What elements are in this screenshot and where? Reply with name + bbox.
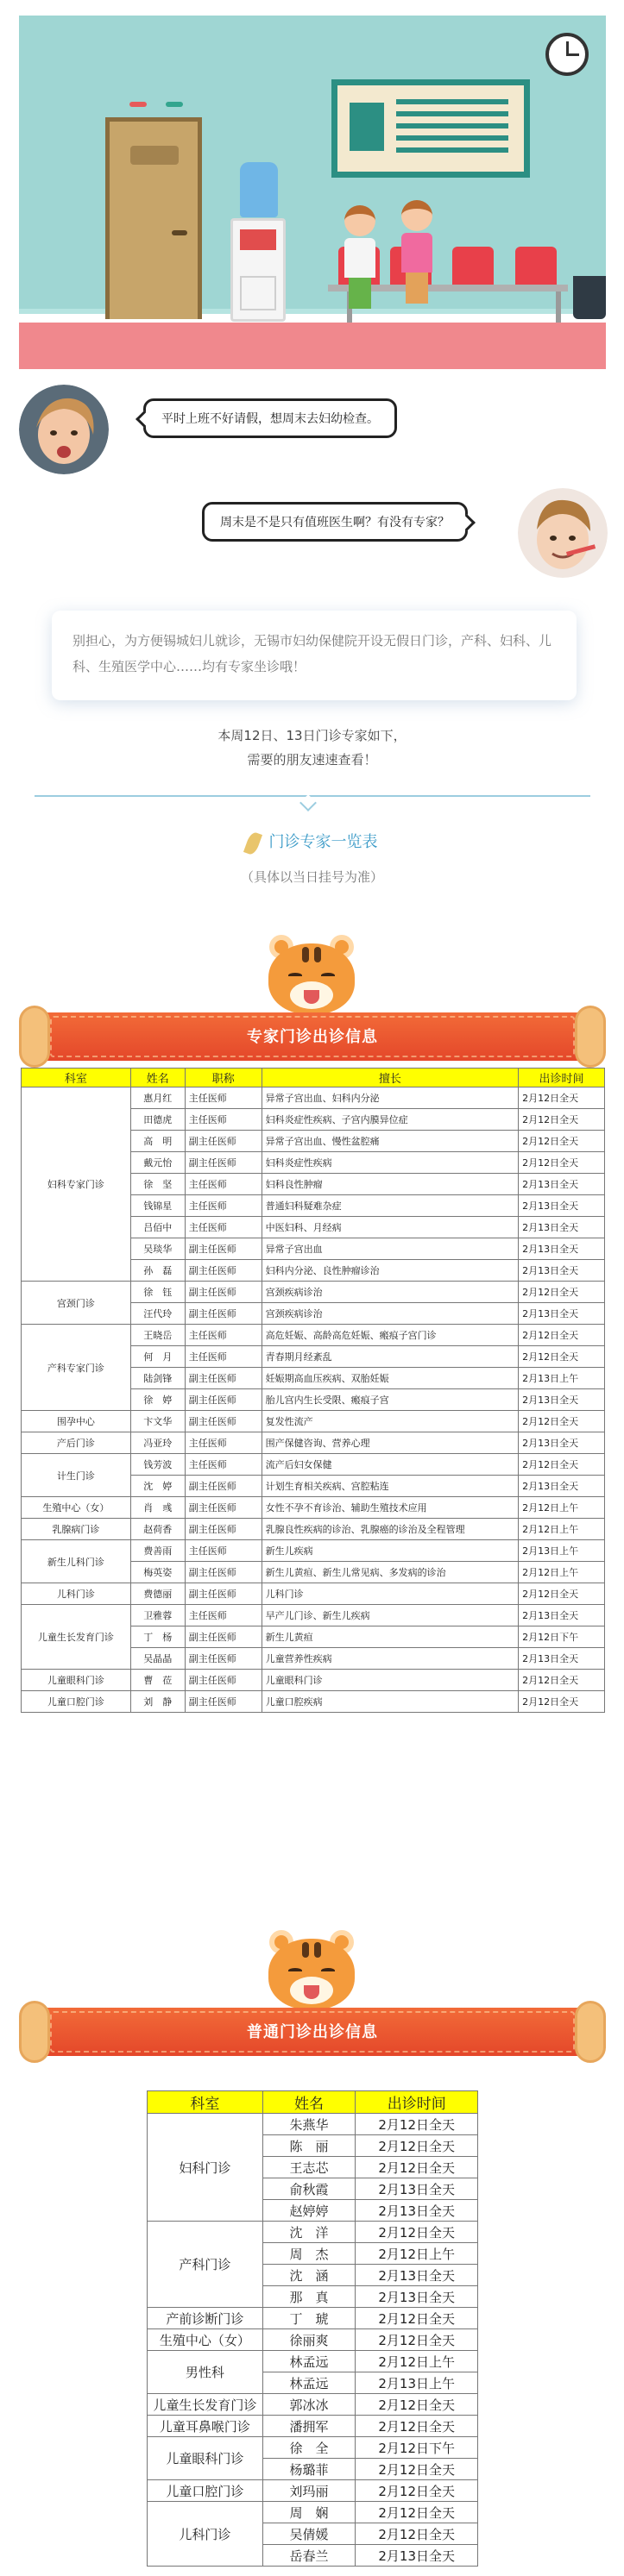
- time-cell: 2月12日全天: [356, 2394, 478, 2416]
- department-cell: 儿童眼科门诊: [148, 2437, 263, 2480]
- specialty-cell: 复发性流产: [262, 1411, 518, 1432]
- specialty-cell: 胎儿宫内生长受限、瘢痕子宫: [262, 1389, 518, 1411]
- column-header: 擅长: [262, 1069, 518, 1087]
- red-indicator-light: [129, 102, 147, 107]
- floor: [19, 323, 606, 369]
- table-row: [22, 1540, 605, 1562]
- department-cell: 乳腺病门诊: [22, 1519, 131, 1540]
- department-cell: 儿童口腔门诊: [148, 2480, 263, 2502]
- reply-text: 别担心，为方便锡城妇儿就诊，无锡市妇幼保健院开设无假日门诊，产科、妇科、儿科、生殖医学中心……均有专家坐诊哦！: [72, 633, 552, 674]
- specialty-cell: 高危妊娠、高龄高危妊娠、瘢痕子宫门诊: [262, 1325, 518, 1346]
- time-cell: 2月13日全天: [519, 1260, 605, 1282]
- time-cell: 2月12日全天: [519, 1670, 605, 1691]
- time-cell: 2月12日下午: [519, 1626, 605, 1648]
- title-cell: 主任医师: [185, 1325, 262, 1346]
- time-cell: 2月12日全天: [356, 2135, 478, 2157]
- table-row: [22, 1432, 605, 1454]
- department-cell: 生殖中心（女）: [22, 1497, 131, 1519]
- table-row: [22, 1411, 605, 1432]
- time-cell: 2月12日全天: [519, 1109, 605, 1131]
- title-cell: 副主任医师: [185, 1648, 262, 1670]
- department-cell: 男性科: [148, 2351, 263, 2394]
- wall-clock-icon: [545, 33, 589, 76]
- doctor-name-cell: 徐 坚: [130, 1174, 185, 1195]
- time-cell: 2月12日全天: [519, 1583, 605, 1605]
- time-cell: 2月12日上午: [356, 2351, 478, 2372]
- doctor-name-cell: 周 杰: [262, 2243, 356, 2265]
- title-cell: 副主任医师: [185, 1131, 262, 1152]
- title-cell: 副主任医师: [185, 1691, 262, 1713]
- time-cell: 2月12日上午: [519, 1562, 605, 1583]
- specialty-cell: 妇科良性肿瘤: [262, 1174, 518, 1195]
- table-row: [22, 1519, 605, 1540]
- table-row: [148, 2394, 478, 2416]
- department-cell: 儿科门诊: [148, 2502, 263, 2567]
- doctor-name-cell: 赵荷香: [130, 1519, 185, 1540]
- department-cell: 儿童口腔门诊: [22, 1691, 131, 1713]
- doctor-name-cell: 丁 杨: [130, 1626, 185, 1648]
- doctor-name-cell: 徐 全: [262, 2437, 356, 2459]
- table-row: [148, 2480, 478, 2502]
- department-cell: 产科门诊: [148, 2222, 263, 2308]
- doctor-name-cell: 赵婷婷: [262, 2200, 356, 2222]
- table-row: [22, 1670, 605, 1691]
- department-cell: 儿童眼科门诊: [22, 1670, 131, 1691]
- time-cell: 2月13日全天: [356, 2265, 478, 2286]
- time-cell: 2月12日全天: [519, 1282, 605, 1303]
- specialty-cell: 早产儿门诊、新生儿疾病: [262, 1605, 518, 1626]
- tiger-mascot-icon: [264, 1928, 359, 2011]
- department-cell: 妇科专家门诊: [22, 1087, 131, 1282]
- title-cell: 副主任医师: [185, 1152, 262, 1174]
- title-cell: 副主任医师: [185, 1670, 262, 1691]
- title-cell: 副主任医师: [185, 1519, 262, 1540]
- specialty-cell: 普通妇科疑难杂症: [262, 1195, 518, 1217]
- time-cell: 2月13日全天: [519, 1389, 605, 1411]
- time-cell: 2月12日上午: [356, 2243, 478, 2265]
- time-cell: 2月13日全天: [519, 1476, 605, 1497]
- doctor-name-cell: 汪代玲: [130, 1303, 185, 1325]
- time-cell: 2月12日全天: [356, 2523, 478, 2545]
- column-header: 姓名: [130, 1069, 185, 1087]
- bubble-tail: [136, 411, 153, 428]
- time-cell: 2月12日全天: [356, 2459, 478, 2480]
- title-cell: 主任医师: [185, 1454, 262, 1476]
- time-cell: 2月12日全天: [356, 2114, 478, 2135]
- department-cell: 计生门诊: [22, 1454, 131, 1497]
- doctor-name-cell: 吴琰华: [130, 1238, 185, 1260]
- trash-bin: [573, 276, 606, 319]
- girl-character: [340, 205, 380, 309]
- department-cell: 产前诊断门诊: [148, 2308, 263, 2329]
- time-cell: 2月13日全天: [519, 1217, 605, 1238]
- table-row: [22, 1605, 605, 1626]
- reply-card: [52, 611, 577, 700]
- table-row: [22, 1325, 605, 1346]
- title-cell: 副主任医师: [185, 1303, 262, 1325]
- doctor-name-cell: 吴晶晶: [130, 1648, 185, 1670]
- doctor-name-cell: 钱锦星: [130, 1195, 185, 1217]
- title-cell: 副主任医师: [185, 1389, 262, 1411]
- title-cell: 主任医师: [185, 1195, 262, 1217]
- time-cell: 2月13日上午: [519, 1368, 605, 1389]
- title-cell: 主任医师: [185, 1432, 262, 1454]
- doctor-name-cell: 卞文华: [130, 1411, 185, 1432]
- time-cell: 2月12日下午: [356, 2437, 478, 2459]
- boy-character: [397, 200, 437, 304]
- list-title: 门诊专家一览表: [268, 833, 378, 851]
- expert-schedule-table: [21, 1068, 605, 1713]
- doctor-name-cell: 梅英姿: [130, 1562, 185, 1583]
- doctor-name-cell: 肖 彧: [130, 1497, 185, 1519]
- time-cell: 2月12日全天: [519, 1411, 605, 1432]
- title-cell: 副主任医师: [185, 1368, 262, 1389]
- title-cell: 主任医师: [185, 1217, 262, 1238]
- title-cell: 副主任医师: [185, 1583, 262, 1605]
- specialty-cell: 乳腺良性疾病的诊治、乳腺癌的诊治及全程管理: [262, 1519, 518, 1540]
- table-row: [22, 1454, 605, 1476]
- doctor-name-cell: 曹 莅: [130, 1670, 185, 1691]
- table-row: [148, 2222, 478, 2243]
- title-cell: 副主任医师: [185, 1411, 262, 1432]
- bubble-tail: [458, 514, 476, 531]
- title-cell: 副主任医师: [185, 1626, 262, 1648]
- time-cell: 2月12日全天: [356, 2416, 478, 2437]
- specialty-cell: 儿童营养性疾病: [262, 1648, 518, 1670]
- table-row: [148, 2351, 478, 2372]
- time-cell: 2月12日全天: [519, 1087, 605, 1109]
- table-row: [148, 2329, 478, 2351]
- doctor-name-cell: 周 娴: [262, 2502, 356, 2523]
- doctor-name-cell: 俞秋霞: [262, 2178, 356, 2200]
- doctor-name-cell: 陆剑锋: [130, 1368, 185, 1389]
- title-cell: 主任医师: [185, 1087, 262, 1109]
- department-cell: 产科专家门诊: [22, 1325, 131, 1411]
- department-cell: 生殖中心（女）: [148, 2329, 263, 2351]
- general-schedule-table: [147, 2090, 478, 2567]
- specialty-cell: 异常子宫出血、妇科内分泌: [262, 1087, 518, 1109]
- department-cell: 妇科门诊: [148, 2114, 263, 2222]
- list-subtitle: （具体以当日挂号为准）: [240, 869, 383, 885]
- intro-line-2: 需要的朋友速速查看！: [247, 752, 377, 768]
- table-row: [22, 1087, 605, 1109]
- expert-section-title: 专家门诊出诊信息: [247, 1028, 378, 1046]
- waiting-chair: [452, 247, 494, 286]
- water-bottle: [240, 162, 278, 217]
- doctor-name-cell: 吕佰中: [130, 1217, 185, 1238]
- doctor-name-cell: 朱燕华: [262, 2114, 356, 2135]
- water-cooler: [230, 218, 286, 322]
- title-cell: 副主任医师: [185, 1260, 262, 1282]
- doctor-name-cell: 郭冰冰: [262, 2394, 356, 2416]
- table-row: [22, 1583, 605, 1605]
- department-cell: 围孕中心: [22, 1411, 131, 1432]
- time-cell: 2月13日上午: [519, 1540, 605, 1562]
- doctor-name-cell: 徐丽爽: [262, 2329, 356, 2351]
- doctor-name-cell: 高 明: [130, 1131, 185, 1152]
- doctor-name-cell: 刘玛丽: [262, 2480, 356, 2502]
- column-header: 科室: [22, 1069, 131, 1087]
- list-header: [0, 830, 624, 855]
- title-cell: 副主任医师: [185, 1476, 262, 1497]
- column-header: 出诊时间: [519, 1069, 605, 1087]
- time-cell: 2月12日全天: [356, 2222, 478, 2243]
- table-row: [148, 2502, 478, 2523]
- doctor-name-cell: 冯亚玲: [130, 1432, 185, 1454]
- time-cell: 2月12日全天: [519, 1152, 605, 1174]
- doctor-name-cell: 费善雨: [130, 1540, 185, 1562]
- time-cell: 2月13日全天: [356, 2286, 478, 2308]
- time-cell: 2月12日上午: [519, 1519, 605, 1540]
- specialty-cell: 计划生育相关疾病、宫腔粘连: [262, 1476, 518, 1497]
- intro-line-1: 本周12日、13日门诊专家如下，: [217, 728, 407, 743]
- time-cell: 2月13日全天: [356, 2200, 478, 2222]
- girl-avatar: [19, 385, 109, 474]
- column-header: 科室: [148, 2091, 263, 2114]
- doctor-name-cell: 丁 琥: [262, 2308, 356, 2329]
- department-cell: 新生儿科门诊: [22, 1540, 131, 1583]
- table-row: [22, 1691, 605, 1713]
- title-cell: 副主任医师: [185, 1282, 262, 1303]
- specialty-cell: 异常子宫出血、慢性盆腔痛: [262, 1131, 518, 1152]
- specialty-cell: 女性不孕不育诊治、辅助生殖技术应用: [262, 1497, 518, 1519]
- specialty-cell: 儿童口腔疾病: [262, 1691, 518, 1713]
- time-cell: 2月12日全天: [356, 2308, 478, 2329]
- girl-speech-bubble: [143, 398, 397, 438]
- girl-message: 平时上班不好请假，想周末去妇幼检查。: [161, 412, 379, 426]
- doctor-name-cell: 徐 婷: [130, 1389, 185, 1411]
- doctor-name-cell: 徐 钰: [130, 1282, 185, 1303]
- time-cell: 2月13日全天: [519, 1238, 605, 1260]
- table-row: [148, 2308, 478, 2329]
- tiger-mascot-icon: [264, 933, 359, 1016]
- time-cell: 2月13日全天: [519, 1174, 605, 1195]
- notice-board: [331, 79, 530, 178]
- title-cell: 副主任医师: [185, 1497, 262, 1519]
- doctor-name-cell: 惠月红: [130, 1087, 185, 1109]
- time-cell: 2月12日上午: [519, 1497, 605, 1519]
- department-cell: 儿童耳鼻喉门诊: [148, 2416, 263, 2437]
- bench-leg: [556, 291, 561, 323]
- specialty-cell: 妇科炎症性疾病、子宫内膜异位症: [262, 1109, 518, 1131]
- time-cell: 2月13日全天: [519, 1195, 605, 1217]
- doctor-name-cell: 卫雅蓉: [130, 1605, 185, 1626]
- doctor-name-cell: 何 月: [130, 1346, 185, 1368]
- doctor-name-cell: 沈 婷: [130, 1476, 185, 1497]
- doctor-name-cell: 吴倩媛: [262, 2523, 356, 2545]
- column-header: 职称: [185, 1069, 262, 1087]
- doctor-name-cell: 刘 静: [130, 1691, 185, 1713]
- time-cell: 2月13日上午: [356, 2372, 478, 2394]
- time-cell: 2月13日全天: [519, 1648, 605, 1670]
- expert-section-banner: [19, 1006, 606, 1068]
- table-row: [148, 2114, 478, 2135]
- doctor-name-cell: 林孟远: [262, 2351, 356, 2372]
- department-cell: 儿童生长发育门诊: [148, 2394, 263, 2416]
- time-cell: 2月12日全天: [519, 1454, 605, 1476]
- time-cell: 2月12日全天: [519, 1325, 605, 1346]
- specialty-cell: 宫颈疾病诊治: [262, 1282, 518, 1303]
- specialty-cell: 妊娠期高血压疾病、双胎妊娠: [262, 1368, 518, 1389]
- doctor-name-cell: 岳春兰: [262, 2545, 356, 2567]
- general-section-banner: [19, 2001, 606, 2063]
- table-row: [22, 1497, 605, 1519]
- column-header: 出诊时间: [356, 2091, 478, 2114]
- specialty-cell: 妇科内分泌、良性肿瘤诊治: [262, 1260, 518, 1282]
- title-cell: 主任医师: [185, 1540, 262, 1562]
- doctor-name-cell: 费德丽: [130, 1583, 185, 1605]
- table-row: [148, 2416, 478, 2437]
- specialty-cell: 宫颈疾病诊治: [262, 1303, 518, 1325]
- table-row: [22, 1282, 605, 1303]
- boy-avatar: [518, 488, 608, 578]
- time-cell: 2月12日全天: [356, 2480, 478, 2502]
- doctor-name-cell: 王晓岳: [130, 1325, 185, 1346]
- time-cell: 2月12日全天: [519, 1691, 605, 1713]
- time-cell: 2月12日全天: [519, 1131, 605, 1152]
- clinic-door: [105, 117, 202, 319]
- department-cell: 产后门诊: [22, 1432, 131, 1454]
- specialty-cell: 围产保健咨询、营养心理: [262, 1432, 518, 1454]
- boy-speech-bubble: [202, 502, 468, 542]
- title-cell: 主任医师: [185, 1346, 262, 1368]
- specialty-cell: 儿童眼科门诊: [262, 1670, 518, 1691]
- specialty-cell: 新生儿黄疸、新生儿常见病、多发病的诊治: [262, 1562, 518, 1583]
- department-cell: 宫颈门诊: [22, 1282, 131, 1325]
- doctor-name-cell: 杨璐菲: [262, 2459, 356, 2480]
- title-cell: 主任医师: [185, 1109, 262, 1131]
- green-indicator-light: [166, 102, 183, 107]
- time-cell: 2月12日全天: [356, 2502, 478, 2523]
- title-cell: 主任医师: [185, 1174, 262, 1195]
- time-cell: 2月13日全天: [519, 1605, 605, 1626]
- boy-message: 周末是不是只有值班医生啊？有没有专家？: [220, 516, 450, 530]
- leaf-icon: [243, 830, 262, 856]
- doctor-name-cell: 钱芳波: [130, 1454, 185, 1476]
- title-cell: 副主任医师: [185, 1562, 262, 1583]
- specialty-cell: 流产后妇女保健: [262, 1454, 518, 1476]
- hospital-waiting-room-illustration: [19, 16, 606, 369]
- doctor-name-cell: 王志芯: [262, 2157, 356, 2178]
- specialty-cell: 新生儿疾病: [262, 1540, 518, 1562]
- doctor-name-cell: 林孟远: [262, 2372, 356, 2394]
- specialty-cell: 异常子宫出血: [262, 1238, 518, 1260]
- time-cell: 2月13日全天: [356, 2545, 478, 2567]
- general-section-title: 普通门诊出诊信息: [247, 2023, 378, 2041]
- doctor-name-cell: 潘拥军: [262, 2416, 356, 2437]
- title-cell: 主任医师: [185, 1605, 262, 1626]
- department-cell: 儿童生长发育门诊: [22, 1605, 131, 1670]
- time-cell: 2月13日全天: [519, 1303, 605, 1325]
- specialty-cell: 青春期月经紊乱: [262, 1346, 518, 1368]
- specialty-cell: 中医妇科、月经病: [262, 1217, 518, 1238]
- column-header: 姓名: [262, 2091, 356, 2114]
- table-row: [148, 2437, 478, 2459]
- doctor-name-cell: 田德虎: [130, 1109, 185, 1131]
- specialty-cell: 妇科炎症性疾病: [262, 1152, 518, 1174]
- doctor-name-cell: 陈 丽: [262, 2135, 356, 2157]
- specialty-cell: 儿科门诊: [262, 1583, 518, 1605]
- doctor-name-cell: 沈 涵: [262, 2265, 356, 2286]
- time-cell: 2月13日全天: [356, 2178, 478, 2200]
- waiting-chair: [515, 247, 557, 286]
- section-divider: [35, 795, 590, 797]
- specialty-cell: 新生儿黄疸: [262, 1626, 518, 1648]
- doctor-name-cell: 戴元怡: [130, 1152, 185, 1174]
- time-cell: 2月12日全天: [356, 2157, 478, 2178]
- title-cell: 副主任医师: [185, 1238, 262, 1260]
- time-cell: 2月12日全天: [356, 2329, 478, 2351]
- department-cell: 儿科门诊: [22, 1583, 131, 1605]
- time-cell: 2月12日全天: [519, 1346, 605, 1368]
- doctor-name-cell: 那 真: [262, 2286, 356, 2308]
- doctor-name-cell: 沈 洋: [262, 2222, 356, 2243]
- time-cell: 2月13日全天: [519, 1432, 605, 1454]
- doctor-name-cell: 孙 磊: [130, 1260, 185, 1282]
